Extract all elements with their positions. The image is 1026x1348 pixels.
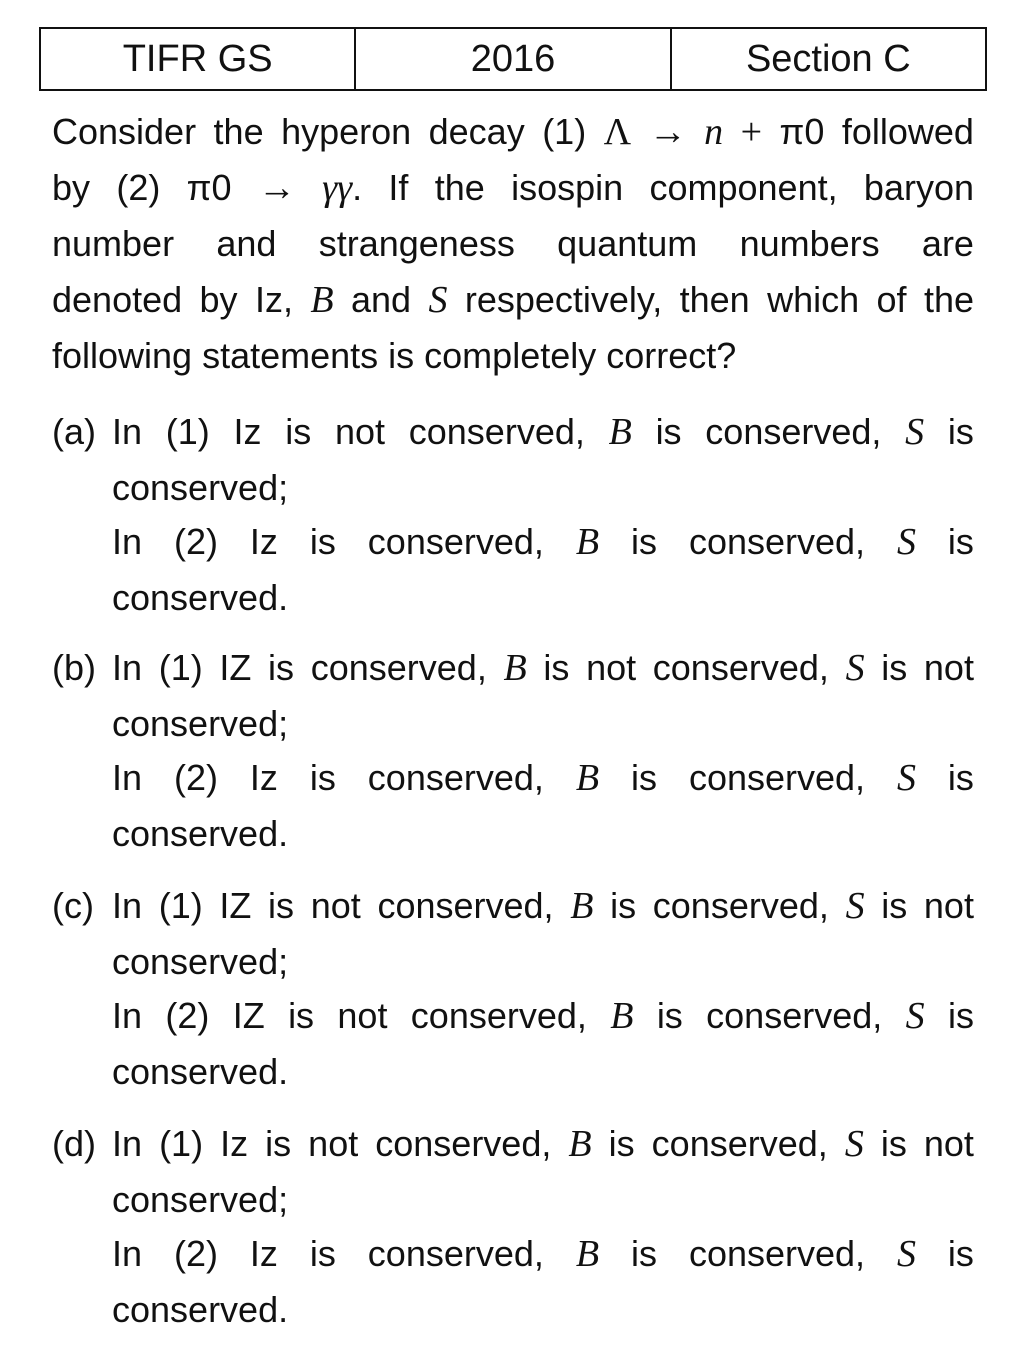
question-line-5: following statements is completely correct? bbox=[52, 335, 737, 376]
header-section: Section C bbox=[745, 37, 911, 80]
header-table bbox=[39, 27, 987, 91]
question-stem bbox=[52, 110, 974, 380]
header-year: 2016 bbox=[356, 29, 671, 89]
question-line-1: Consider the hyperon decay (1) Λ → n + π0 followed bbox=[52, 111, 974, 153]
header-exam: TIFR GS bbox=[41, 29, 356, 89]
option-a-line-1: In (1) Iz is not conserved, B is conserved, S is bbox=[112, 411, 974, 453]
option-a-line-4: conserved. bbox=[112, 577, 289, 618]
option-c-line-3: In (2) IZ is not conserved, B is conserved, S is bbox=[112, 995, 974, 1037]
option-d-line-3: In (2) Iz is conserved, B is conserved, S is bbox=[112, 1233, 974, 1275]
option-d-line-4: conserved. bbox=[112, 1289, 289, 1330]
option-b-line-3: In (2) Iz is conserved, B is conserved, S is bbox=[112, 757, 974, 799]
option-c-label: (c) bbox=[52, 885, 94, 926]
question-line-3: number and strangeness quantum numbers are bbox=[52, 223, 974, 264]
option-a-line-2: conserved; bbox=[112, 467, 289, 508]
option-c-line-4: conserved. bbox=[112, 1051, 289, 1092]
question-line-4: denoted by Iz, B and S respectively, then which of the bbox=[52, 279, 974, 321]
option-d-label: (d) bbox=[52, 1123, 96, 1164]
option-a-label: (a) bbox=[52, 411, 96, 452]
question-line-2: by (2) π0 → γγ. If the isospin component, baryon bbox=[52, 167, 974, 209]
option-b-label: (b) bbox=[52, 647, 96, 688]
option-b-line-1: In (1) IZ is conserved, B is not conserved, S is not bbox=[112, 647, 974, 689]
option-b-line-4: conserved. bbox=[112, 813, 289, 854]
option-a-line-3: In (2) Iz is conserved, B is conserved, S is bbox=[112, 521, 974, 563]
option-c-line-1: In (1) IZ is not conserved, B is conserved, S is not bbox=[112, 885, 974, 927]
option-b-line-2: conserved; bbox=[112, 703, 289, 744]
option-c-line-2: conserved; bbox=[112, 941, 289, 982]
option-d-line-1: In (1) Iz is not conserved, B is conserved, S is not bbox=[112, 1123, 974, 1165]
option-d-line-2: conserved; bbox=[112, 1179, 289, 1220]
